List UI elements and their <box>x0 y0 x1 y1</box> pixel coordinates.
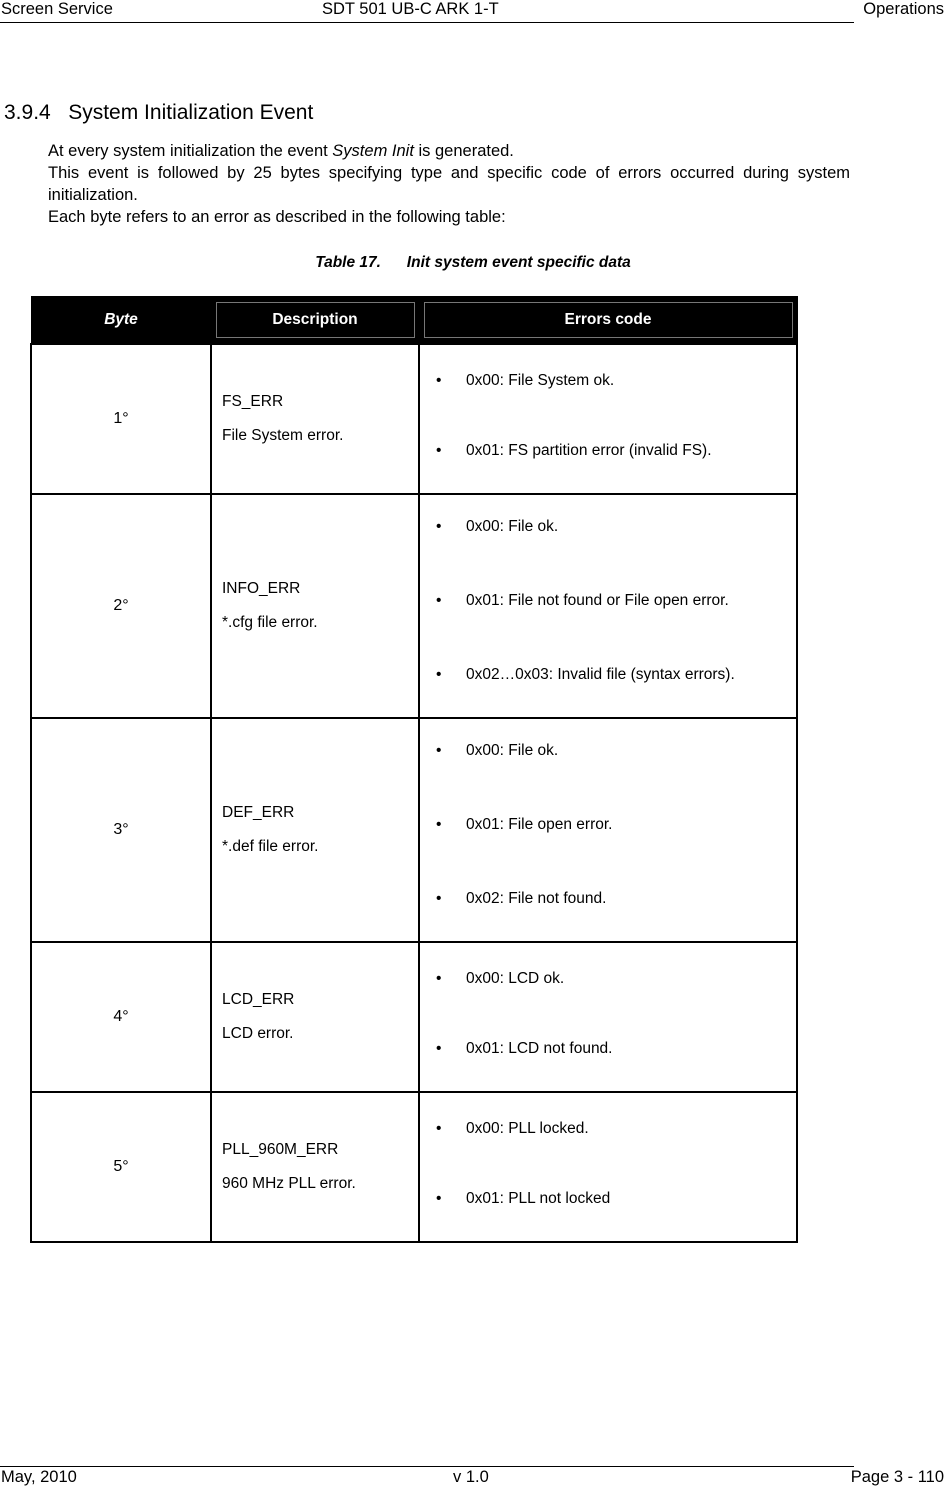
error-name: INFO_ERR <box>222 580 301 597</box>
code-item: • 0x00: LCD ok. <box>420 970 796 988</box>
error-description: *.def file error. <box>222 838 319 855</box>
table-row <box>31 494 797 718</box>
error-name: FS_ERR <box>222 393 284 410</box>
code-item: • 0x00: PLL locked. <box>420 1120 796 1138</box>
error-description: File System error. <box>222 427 344 444</box>
header-center: SDT 501 UB-C ARK 1-T <box>322 0 499 18</box>
footer-version: v 1.0 <box>453 1468 489 1486</box>
table-row <box>31 1092 797 1242</box>
description-cell <box>211 718 419 942</box>
byte-cell: 5° <box>31 1092 211 1242</box>
header-right: Operations <box>863 0 944 18</box>
section-title: 3.9.4 System Initialization Event <box>4 101 314 124</box>
table-row <box>31 344 797 494</box>
paragraph-intro <box>48 140 850 162</box>
table-caption: Table 17. Init system event specific data <box>315 254 631 271</box>
errors-code-cell <box>419 718 797 942</box>
code-item: • 0x02…0x03: Invalid file (syntax errors). <box>420 666 796 684</box>
paragraph-bytes: This event is followed by 25 bytes specifying type and specific code of errors occurred during system initialization. <box>48 164 850 204</box>
code-item: • 0x01: FS partition error (invalid FS). <box>420 442 796 460</box>
page-header <box>0 0 946 22</box>
error-description: *.cfg file error. <box>222 614 318 631</box>
code-item: • 0x01: PLL not locked <box>420 1190 796 1208</box>
header-description <box>211 297 419 345</box>
code-item: • 0x02: File not found. <box>420 890 796 908</box>
description-cell <box>211 494 419 718</box>
header-description-label: Description <box>216 302 415 338</box>
event-name: System Init <box>332 142 414 160</box>
table-header-row <box>31 297 797 345</box>
table-row <box>31 942 797 1092</box>
intro-text-after: is generated. <box>413 142 514 160</box>
error-name: PLL_960M_ERR <box>222 1141 339 1158</box>
code-item: • 0x00: File ok. <box>420 742 796 760</box>
code-item: • 0x01: File open error. <box>420 816 796 834</box>
error-description: LCD error. <box>222 1025 294 1042</box>
byte-cell: 2° <box>31 494 211 718</box>
errors-table <box>30 296 798 1243</box>
intro-text-before: At every system initialization the event <box>48 142 333 160</box>
code-item: • 0x01: LCD not found. <box>420 1040 796 1058</box>
code-item: • 0x00: File ok. <box>420 518 796 536</box>
page-footer <box>0 1468 946 1490</box>
description-cell <box>211 1092 419 1242</box>
code-item: • 0x01: File not found or File open error. <box>420 592 796 610</box>
header-rule <box>0 22 854 23</box>
table-row <box>31 718 797 942</box>
byte-cell: 4° <box>31 942 211 1092</box>
error-description: 960 MHz PLL error. <box>222 1175 356 1192</box>
paragraph-table-ref: Each byte refers to an error as described in the following table: <box>48 208 506 226</box>
code-item: • 0x00: File System ok. <box>420 372 796 390</box>
description-cell <box>211 942 419 1092</box>
byte-cell: 3° <box>31 718 211 942</box>
header-errors-code <box>419 297 797 345</box>
footer-rule <box>0 1466 854 1467</box>
errors-code-cell <box>419 942 797 1092</box>
error-name: DEF_ERR <box>222 804 295 821</box>
footer-date: May, 2010 <box>1 1468 77 1486</box>
description-cell <box>211 344 419 494</box>
errors-code-cell <box>419 494 797 718</box>
byte-cell: 1° <box>31 344 211 494</box>
error-name: LCD_ERR <box>222 991 295 1008</box>
header-byte <box>31 297 211 345</box>
header-left: Screen Service <box>1 0 113 18</box>
errors-code-cell <box>419 344 797 494</box>
header-byte-label: Byte <box>104 311 138 328</box>
errors-code-cell <box>419 1092 797 1242</box>
header-errors-code-label: Errors code <box>424 302 793 338</box>
footer-page-number: Page 3 - 110 <box>850 1468 944 1486</box>
